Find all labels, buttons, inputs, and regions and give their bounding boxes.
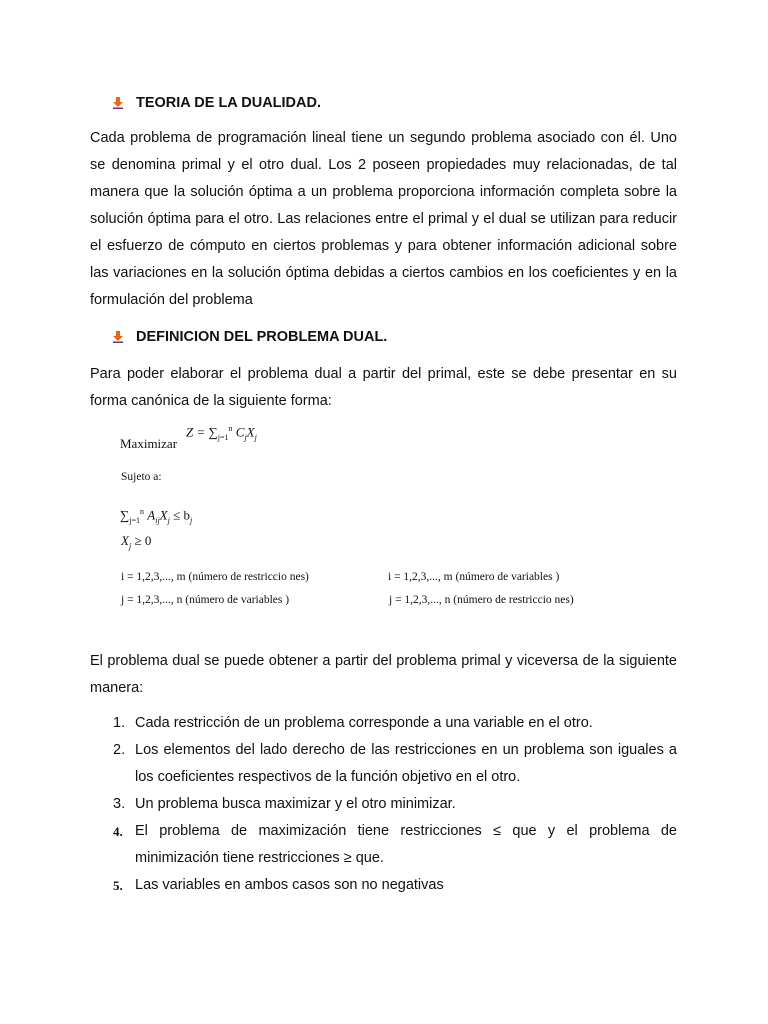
list-number: 1. <box>113 715 126 731</box>
list-number: 4. <box>113 824 123 839</box>
maximizar-label: Maximizar <box>120 436 178 451</box>
section-heading-definicion <box>112 328 387 346</box>
section-heading-teoria <box>112 94 321 112</box>
heading-text: DEFINICION DEL PROBLEMA DUAL. <box>136 329 388 345</box>
paragraph-obtener: El problema dual se puede obtener a partir del problema primal y viceversa de la siguiente manera: <box>90 653 677 696</box>
sujeto-label: Sujeto a: <box>121 471 162 483</box>
list-text: Los elementos del lado derecho de las restricciones en un problema son iguales a los coeficientes respectivos de la función objetivo en el otro. <box>135 742 677 785</box>
rules-list <box>90 710 677 899</box>
objective-function: $Z = \sum_{j=1}^n$ $C_jX_j$ <box>186 424 257 442</box>
list-text: Un problema busca maximizar y el otro minimizar. <box>135 796 456 812</box>
index-left-1: i = 1,2,3,..., m (número de restriccio nes) <box>121 571 309 583</box>
paragraph-teoria: Cada problema de programación lineal tiene un segundo problema asociado con él. Uno se denomina primal y el otro dual. Los 2 poseen propiedades muy relacionadas, de tal manera que la solución óptima a un problema proporciona información completa sobre la solución óptima para el otro. Las relaciones entre el primal y el dual se utilizan para reducir el esfuerzo de cómputo en ciertos problemas y para obtener información adicional sobre las variaciones en la solución óptima debidas a ciertos cambios en los coeficientes y en la formulación del problema <box>90 130 677 308</box>
index-right-1: i = 1,2,3,..., m (número de variables ) <box>388 571 560 583</box>
heading-text: TEORIA DE LA DUALIDAD. <box>136 95 322 111</box>
list-item <box>90 710 677 737</box>
list-item <box>90 818 677 872</box>
arrow-bullet-icon <box>112 97 124 109</box>
list-number: 5. <box>113 878 123 893</box>
constraint-sum: $\sum_{j=1}^n$ $A_{ij}X_j \le b_j$ <box>120 507 193 525</box>
nonnegativity: $X_j \ge 0$ <box>121 533 152 551</box>
paragraph-definicion: Para poder elaborar el problema dual a partir del primal, este se debe presentar en su forma canónica de la siguiente forma: <box>90 366 677 409</box>
list-item <box>90 737 677 791</box>
index-right-2: j = 1,2,3,..., n (número de restriccio nes) <box>389 594 574 606</box>
index-left-2: j = 1,2,3,..., n (número de variables ) <box>121 594 290 606</box>
list-item <box>90 791 677 818</box>
list-item <box>90 872 677 899</box>
arrow-bullet-icon <box>112 331 124 343</box>
list-text: Cada restricción de un problema corresponde a una variable en el otro. <box>135 715 593 731</box>
list-text: El problema de maximización tiene restricciones ≤ que y el problema de minimización tiene restricciones ≥ que. <box>135 823 677 866</box>
list-text: Las variables en ambos casos son no negativas <box>135 877 444 893</box>
list-number: 2. <box>113 742 126 758</box>
list-number: 3. <box>113 796 126 812</box>
